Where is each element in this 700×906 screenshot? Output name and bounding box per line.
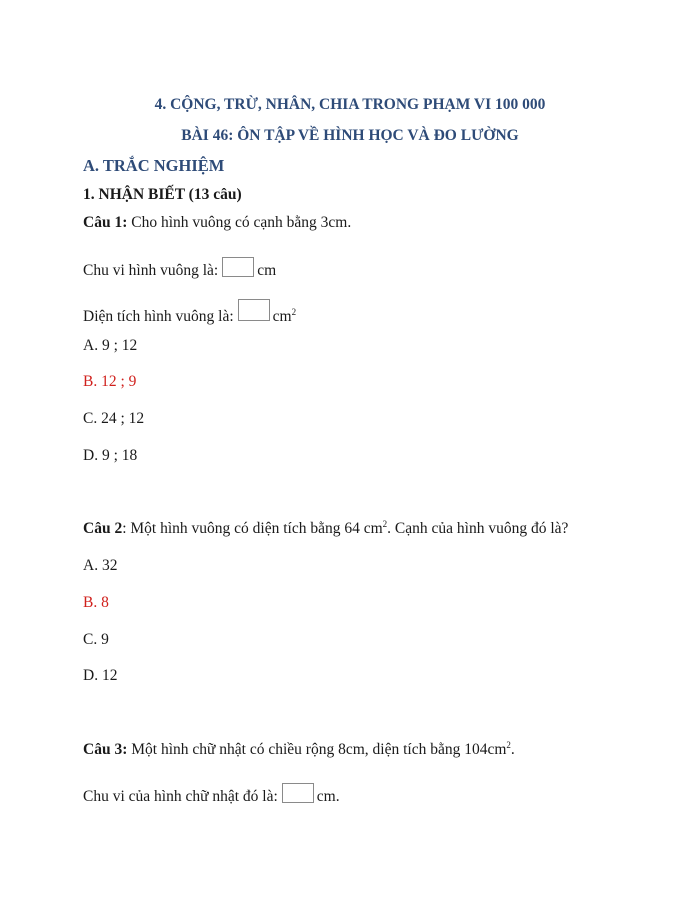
question-2-text-b: . Cạnh của hình vuông đó là? [387, 520, 569, 537]
question-2-option-b-correct[interactable]: B. 8 [83, 594, 109, 611]
area-unit: cm [272, 308, 292, 325]
question-3-text-b: . [510, 741, 515, 758]
subsection-heading: 1. NHẬN BIẾT (13 câu) [83, 186, 242, 203]
question-2-text-a: : Một hình vuông có diện tích bằng 64 cm [122, 520, 383, 537]
question-3-label: Câu 3: [83, 741, 128, 758]
rect-perimeter-prefix: Chu vi của hình chữ nhật đó là: [83, 788, 278, 805]
area-prefix: Diện tích hình vuông là: [83, 308, 234, 325]
perimeter-prefix: Chu vi hình vuông là: [83, 262, 219, 279]
question-1-area-line [83, 299, 296, 326]
question-1-option-a[interactable]: A. 9 ; 12 [83, 337, 138, 354]
lesson-title: BÀI 46: ÔN TẬP VỀ HÌNH HỌC VÀ ĐO LƯỜNG [181, 127, 519, 144]
question-2-superscript: 2 [382, 519, 388, 529]
question-2-option-c[interactable]: C. 9 [83, 631, 109, 648]
question-2-option-a[interactable]: A. 32 [83, 557, 118, 574]
area-unit-superscript: 2 [291, 307, 297, 317]
rect-perimeter-answer-box[interactable] [282, 783, 314, 803]
question-1-option-d[interactable]: D. 9 ; 18 [83, 447, 138, 464]
question-3-perimeter-line [83, 783, 340, 806]
section-heading: A. TRẮC NGHIỆM [83, 156, 225, 175]
question-3-text-a: Một hình chữ nhật có chiều rộng 8cm, diện tích bằng 104cm [127, 741, 507, 758]
area-answer-box[interactable] [238, 299, 270, 321]
question-1-option-c[interactable]: C. 24 ; 12 [83, 410, 145, 427]
question-1-option-b-correct[interactable]: B. 12 ; 9 [83, 373, 137, 390]
question-1-perimeter-line [83, 257, 276, 280]
question-3 [83, 741, 515, 759]
question-1-text: Cho hình vuông có cạnh bằng 3cm. [127, 214, 352, 231]
perimeter-unit: cm [257, 262, 277, 279]
question-2-option-d[interactable]: D. 12 [83, 667, 118, 684]
chapter-title: 4. CỘNG, TRỪ, NHÂN, CHIA TRONG PHẠM VI 100 000 [154, 96, 546, 113]
question-1-label: Câu 1: [83, 214, 128, 231]
rect-perimeter-unit: cm. [316, 788, 340, 805]
question-1 [83, 214, 351, 232]
question-2-label: Câu 2 [83, 520, 123, 537]
perimeter-answer-box[interactable] [222, 257, 254, 277]
question-3-superscript: 2 [506, 740, 511, 750]
question-2 [83, 520, 568, 538]
